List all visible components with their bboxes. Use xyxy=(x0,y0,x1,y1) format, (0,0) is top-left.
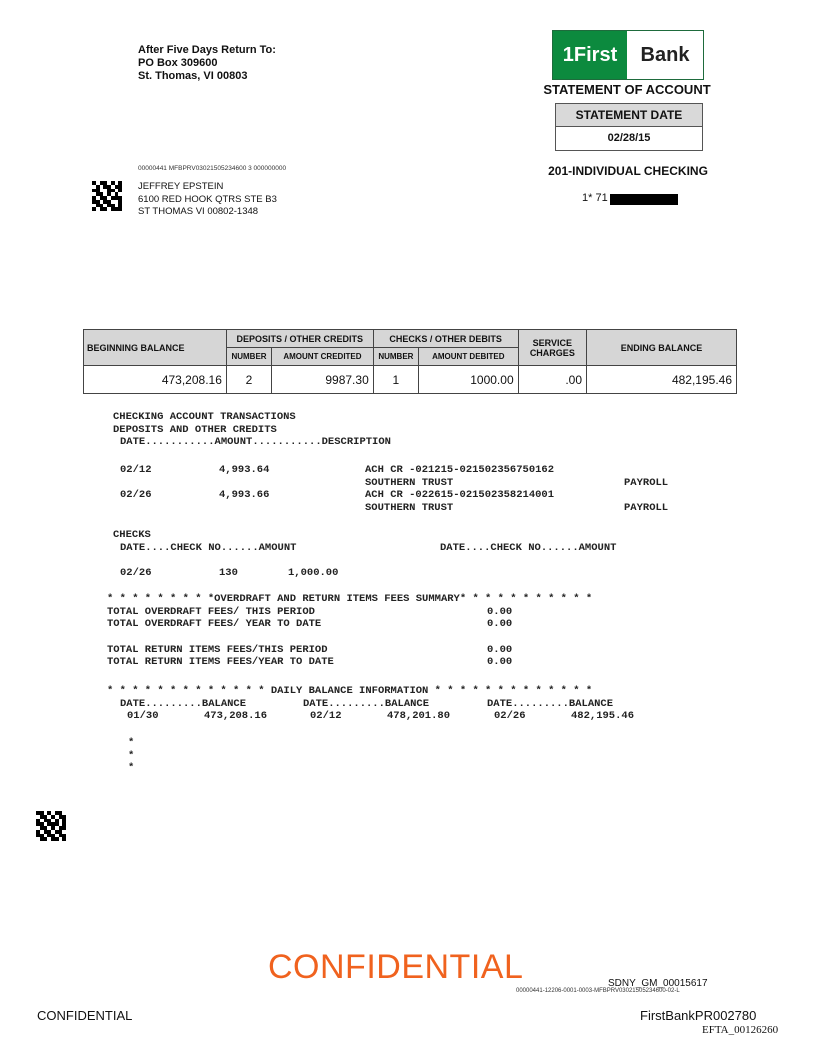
daily-date: 02/12 xyxy=(310,710,342,722)
star: * xyxy=(128,737,135,749)
check-row xyxy=(113,567,713,580)
fee-value: 0.00 xyxy=(487,618,513,630)
deposit-amount: 4,993.64 xyxy=(219,464,270,476)
return-address xyxy=(138,44,276,83)
return-address-line3: St. Thomas, VI 00803 xyxy=(138,70,248,82)
mailing-address xyxy=(138,181,277,219)
daily-col-header: DATE.........BALANCE xyxy=(303,697,430,710)
balance-summary-table xyxy=(83,329,737,394)
customer-street: 6100 RED HOOK QTRS STE B3 xyxy=(138,193,277,205)
checks-header-right: DATE....CHECK NO......AMOUNT xyxy=(440,541,617,554)
check-date: 02/26 xyxy=(120,567,152,579)
deposit-desc1: ACH CR -021215-021502356750162 xyxy=(365,464,555,476)
beginning-balance-value: 473,208.16 xyxy=(84,366,227,394)
sdny-number: SDNY_GM_00015617 xyxy=(608,978,708,989)
fee-label: TOTAL RETURN ITEMS FEES/THIS PERIOD xyxy=(107,643,328,656)
deposits-title: DEPOSITS AND OTHER CREDITS xyxy=(113,423,277,436)
return-address-line1: After Five Days Return To: xyxy=(138,44,276,56)
fee-row xyxy=(107,606,747,619)
transactions-title: CHECKING ACCOUNT TRANSACTIONS xyxy=(113,411,296,423)
daily-header: * * * * * * * * * * * * * DAILY BALANCE INFORMATION * * * * * * * * * * * * * xyxy=(107,685,593,697)
deposit-tag: PAYROLL xyxy=(624,476,669,489)
account-type: 201-INDIVIDUAL CHECKING xyxy=(548,164,708,178)
service-charges-value: .00 xyxy=(518,366,586,394)
deposit-date: 02/12 xyxy=(120,464,152,476)
fee-value: 0.00 xyxy=(487,656,513,668)
statement-title: STATEMENT OF ACCOUNT xyxy=(543,82,711,97)
transactions-section xyxy=(113,411,391,449)
fees-section xyxy=(107,593,747,669)
th-checks: CHECKS / OTHER DEBITS xyxy=(373,330,518,348)
daily-date: 01/30 xyxy=(127,710,159,722)
statement-date-label: STATEMENT DATE xyxy=(556,104,702,127)
confidential-label: CONFIDENTIAL xyxy=(37,1008,133,1023)
customer-name: JEFFREY EPSTEIN xyxy=(138,181,224,192)
th-amount-credited: AMOUNT CREDITED xyxy=(272,348,374,366)
deposits-header: DATE...........AMOUNT...........DESCRIPTION xyxy=(120,436,391,448)
ending-balance-value: 482,195.46 xyxy=(587,366,737,394)
stars-column xyxy=(128,737,134,775)
mailing-code-line: 00000441 MFBPRV03021505234600 3 000000000 xyxy=(138,165,287,172)
th-service-charges: SERVICE CHARGES xyxy=(518,330,586,366)
th-deposits: DEPOSITS / OTHER CREDITS xyxy=(226,330,373,348)
checks-title: CHECKS xyxy=(113,529,151,541)
fee-label: TOTAL OVERDRAFT FEES/ THIS PERIOD xyxy=(107,605,315,618)
tiny-code: 00000441-12206-0001-0003-MFBPRV03021505234600-02-L xyxy=(516,988,680,994)
fee-value: 0.00 xyxy=(487,605,513,618)
th-beginning-balance: BEGINNING BALANCE xyxy=(84,330,227,366)
fee-row xyxy=(107,656,747,669)
fee-label: TOTAL OVERDRAFT FEES/ YEAR TO DATE xyxy=(107,618,322,630)
daily-balance-section xyxy=(107,685,747,723)
logo-bank: Bank xyxy=(627,31,703,79)
deposit-date: 02/26 xyxy=(120,489,152,501)
barcode-icon xyxy=(36,811,66,841)
deposit-desc2: SOUTHERN TRUST xyxy=(365,501,454,514)
star: * xyxy=(128,762,135,774)
daily-date: 02/26 xyxy=(494,710,526,722)
daily-col-header: DATE.........BALANCE xyxy=(120,697,247,710)
check-number: 130 xyxy=(219,567,238,579)
statement-date-value: 02/28/15 xyxy=(607,132,651,144)
deposit-desc1: ACH CR -022615-021502358214001 xyxy=(365,489,555,501)
deposits-list xyxy=(113,464,713,514)
statement-date-box xyxy=(555,103,703,151)
daily-balance: 473,208.16 xyxy=(204,710,268,722)
check-amount: 1,000.00 xyxy=(288,567,339,579)
deposit-desc2: SOUTHERN TRUST xyxy=(365,476,454,489)
customer-city: ST THOMAS VI 00802-1348 xyxy=(138,206,259,217)
deposit-tag: PAYROLL xyxy=(624,501,669,514)
fee-value: 0.00 xyxy=(487,643,513,656)
daily-balance: 478,201.80 xyxy=(387,710,451,722)
th-deposit-number: NUMBER xyxy=(226,348,271,366)
daily-balance: 482,195.46 xyxy=(571,710,635,722)
efta-number: EFTA_00126260 xyxy=(702,1024,779,1036)
deposit-amount: 4,993.66 xyxy=(219,489,270,501)
confidential-stamp: CONFIDENTIAL xyxy=(268,948,524,986)
redaction-bar xyxy=(610,194,678,205)
amount-debited-value: 1000.00 xyxy=(419,366,519,394)
star: * xyxy=(128,749,135,762)
firstbank-pr-number: FirstBankPR002780 xyxy=(640,1008,757,1023)
barcode-icon xyxy=(92,181,122,211)
checks-section xyxy=(113,529,713,580)
checks-number-value: 1 xyxy=(373,366,418,394)
th-check-number: NUMBER xyxy=(373,348,418,366)
return-address-line2: PO Box 309600 xyxy=(138,57,218,69)
overdraft-header: * * * * * * * * *OVERDRAFT AND RETURN ITEMS FEES SUMMARY* * * * * * * * * * * xyxy=(107,593,593,605)
amount-credited-value: 9987.30 xyxy=(272,366,374,394)
deposits-number-value: 2 xyxy=(226,366,271,394)
fee-row xyxy=(107,618,747,631)
deposit-row xyxy=(113,489,713,514)
fee-row xyxy=(107,644,747,657)
daily-col-header: DATE.........BALANCE xyxy=(487,697,614,710)
firstbank-logo xyxy=(552,30,704,80)
fee-label: TOTAL RETURN ITEMS FEES/YEAR TO DATE xyxy=(107,656,334,668)
logo-first: 1First xyxy=(553,31,627,79)
th-amount-debited: AMOUNT DEBITED xyxy=(419,348,519,366)
daily-row xyxy=(107,710,747,723)
th-ending-balance: ENDING BALANCE xyxy=(587,330,737,366)
checks-header-left: DATE....CHECK NO......AMOUNT xyxy=(120,541,297,554)
account-number: 1* 71 xyxy=(582,192,608,204)
deposit-row xyxy=(113,464,713,489)
